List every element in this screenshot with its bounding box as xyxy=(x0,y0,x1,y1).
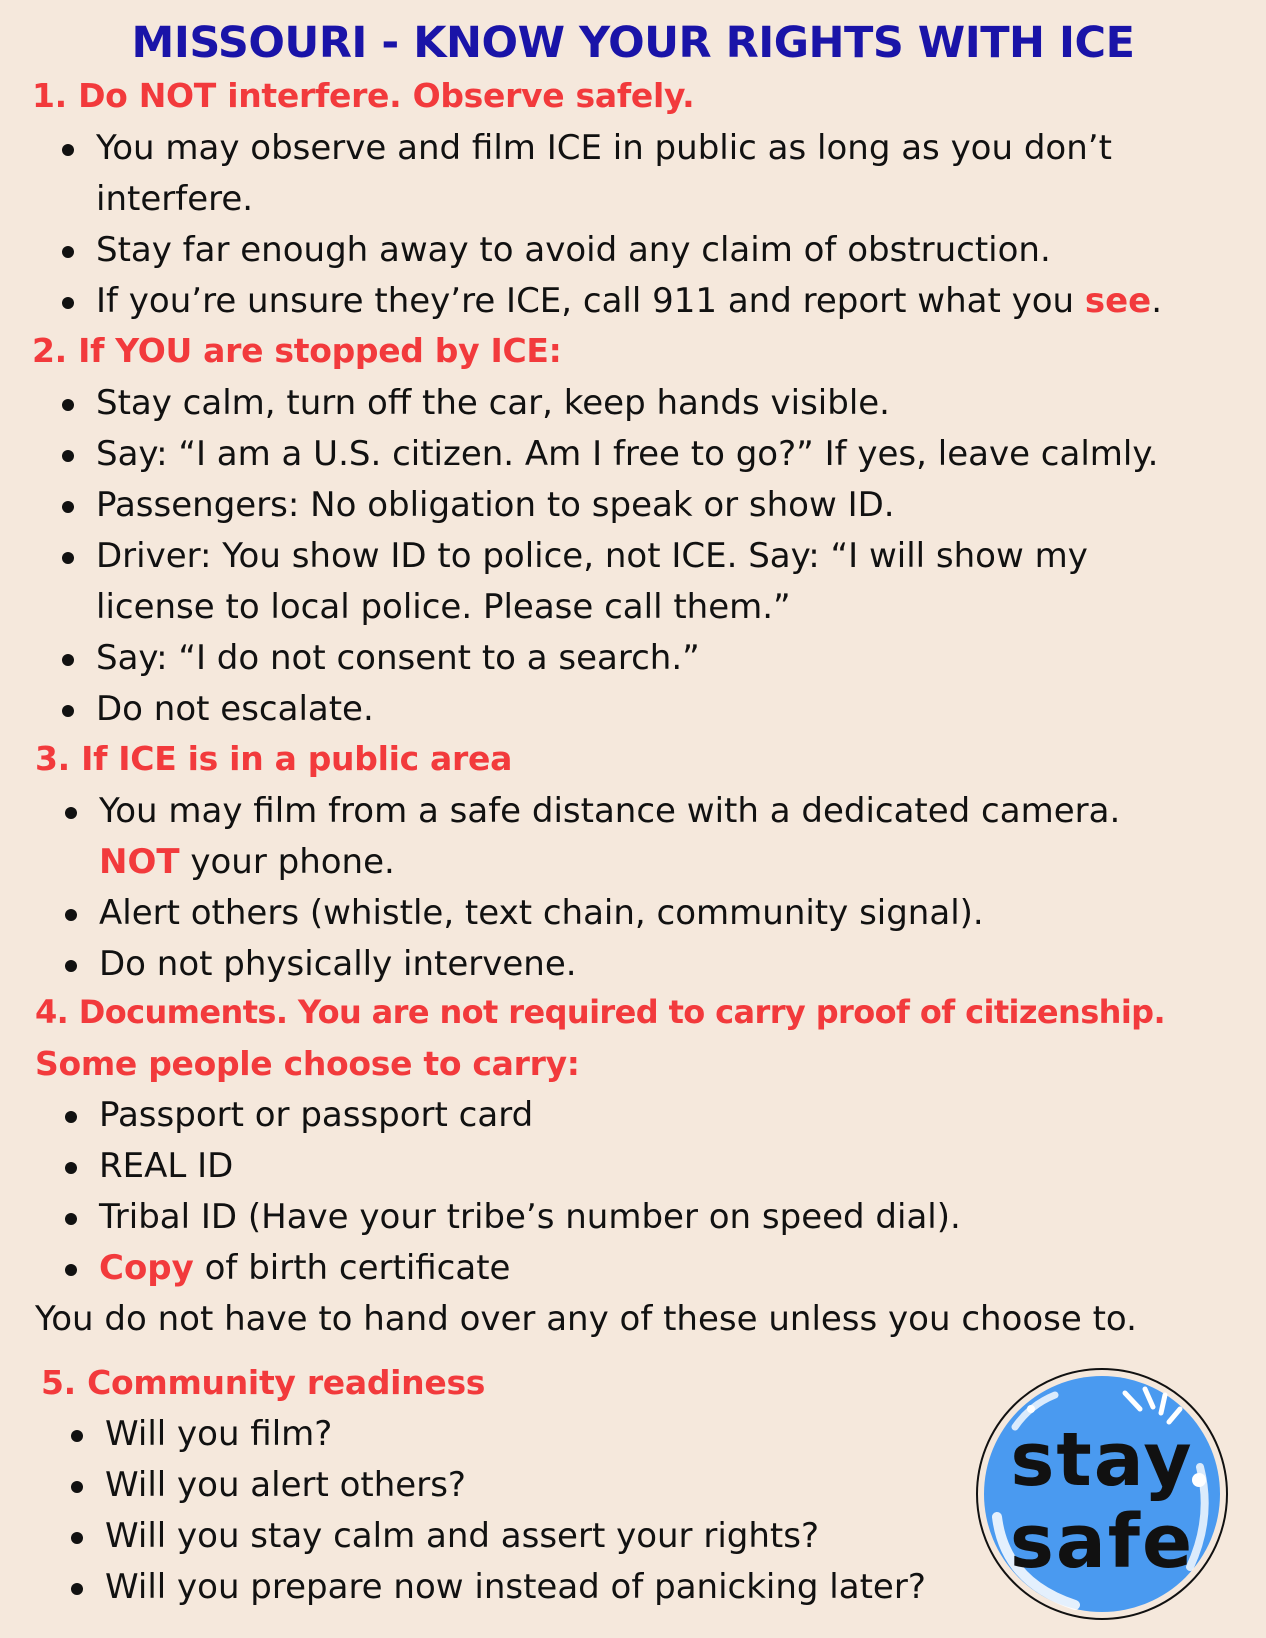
bullet-icon xyxy=(62,552,74,564)
list-item-text: Passport or passport card xyxy=(99,1095,534,1135)
list-item xyxy=(96,378,1158,429)
bullet-icon xyxy=(65,807,77,819)
list-item xyxy=(99,1243,961,1294)
list-item-text: You may film from a safe distance with a dedicated camera. xyxy=(99,791,1121,831)
list-item-text: Do not escalate. xyxy=(96,689,374,729)
list-item xyxy=(105,1562,926,1613)
list-item-text: Will you film? xyxy=(105,1414,333,1454)
list-item xyxy=(99,888,1120,939)
list-item xyxy=(99,1141,961,1192)
list-item xyxy=(99,939,1120,990)
bullet-icon xyxy=(65,1213,77,1225)
bullet-icon xyxy=(62,501,74,513)
bullet-icon xyxy=(62,144,74,156)
section-3-list xyxy=(99,786,1120,990)
section-2-heading: 2. If YOU are stopped by ICE: xyxy=(32,331,562,370)
bullet-icon xyxy=(62,297,74,309)
section-2-list xyxy=(96,378,1158,735)
list-item-text: Say: “I do not consent to a search.” xyxy=(96,638,700,678)
bullet-icon xyxy=(65,1162,77,1174)
list-item xyxy=(96,633,1158,684)
list-item xyxy=(96,123,1162,225)
section-4-subheading: Some people choose to carry: xyxy=(35,1044,580,1083)
badge-text-line1: stay xyxy=(1010,1417,1194,1503)
section-5-heading: 5. Community readiness xyxy=(41,1363,486,1402)
bullet-icon xyxy=(71,1583,83,1595)
stay-safe-badge-icon xyxy=(975,1367,1229,1621)
section-4-heading: 4. Documents. You are not required to carry proof of citizenship. xyxy=(35,993,1166,1031)
list-item-text-end: . xyxy=(1151,281,1163,321)
documents-note: You do not have to hand over any of these unless you choose to. xyxy=(35,1299,1137,1339)
list-item xyxy=(96,276,1162,327)
list-item-text: Will you stay calm and assert your rights? xyxy=(105,1516,819,1556)
list-item-text: Will you prepare now instead of panicking later? xyxy=(105,1567,926,1607)
list-item-text: REAL ID xyxy=(99,1146,234,1186)
section-1-heading: 1. Do NOT interfere. Observe safely. xyxy=(32,76,695,115)
list-item-text: Tribal ID (Have your tribe’s number on speed dial). xyxy=(99,1197,961,1237)
badge-text-line2: safe xyxy=(1009,1499,1195,1585)
list-item xyxy=(105,1460,926,1511)
list-item-text: Driver: You show ID to police, not ICE. Say: “I will show my xyxy=(96,536,1088,576)
highlight-text: see xyxy=(1084,281,1152,321)
list-item xyxy=(96,531,1158,633)
bullet-icon xyxy=(71,1532,83,1544)
bullet-icon xyxy=(65,1111,77,1123)
list-item-text: Stay far enough away to avoid any claim of obstruction. xyxy=(96,230,1051,270)
list-item-text: Do not physically intervene. xyxy=(99,944,577,984)
bullet-icon xyxy=(71,1430,83,1442)
list-item xyxy=(96,429,1158,480)
section-3-heading: 3. If ICE is in a public area xyxy=(35,739,513,778)
list-item xyxy=(105,1409,926,1460)
highlight-text: Copy xyxy=(99,1248,194,1288)
bullet-icon xyxy=(62,654,74,666)
bullet-icon xyxy=(62,450,74,462)
list-item-text: Stay calm, turn off the car, keep hands visible. xyxy=(96,383,890,423)
bullet-icon xyxy=(65,960,77,972)
list-item xyxy=(96,684,1158,735)
bullet-icon xyxy=(65,909,77,921)
list-item-text-continued: your phone. xyxy=(179,842,395,882)
section-5-list xyxy=(105,1409,926,1613)
section-4-list xyxy=(99,1090,961,1294)
list-item xyxy=(96,225,1162,276)
list-item xyxy=(99,786,1120,888)
highlight-text: NOT xyxy=(99,842,180,882)
list-item-text: Alert others (whistle, text chain, community signal). xyxy=(99,893,984,933)
list-item xyxy=(99,1090,961,1141)
list-item-text-continued: license to local police. Please call them.” xyxy=(96,587,791,627)
list-item-text: Say: “I am a U.S. citizen. Am I free to go?” If yes, leave calmly. xyxy=(96,434,1159,474)
list-item-text-continued: interfere. xyxy=(96,179,254,219)
list-item-text: Passengers: No obligation to speak or show ID. xyxy=(96,485,895,525)
bullet-icon xyxy=(62,705,74,717)
list-item-text: Will you alert others? xyxy=(105,1465,466,1505)
list-item xyxy=(99,1192,961,1243)
section-1-list xyxy=(96,123,1162,327)
bullet-icon xyxy=(62,399,74,411)
list-item-text: of birth certificate xyxy=(193,1248,511,1288)
page-title: MISSOURI - KNOW YOUR RIGHTS WITH ICE xyxy=(131,18,1135,68)
list-item xyxy=(105,1511,926,1562)
list-item-text: You may observe and film ICE in public as long as you don’t xyxy=(96,128,1112,168)
bullet-icon xyxy=(71,1481,83,1493)
bullet-icon xyxy=(65,1264,77,1276)
list-item xyxy=(96,480,1158,531)
bullet-icon xyxy=(62,246,74,258)
list-item-text: If you’re unsure they’re ICE, call 911 and report what you xyxy=(96,281,1085,321)
